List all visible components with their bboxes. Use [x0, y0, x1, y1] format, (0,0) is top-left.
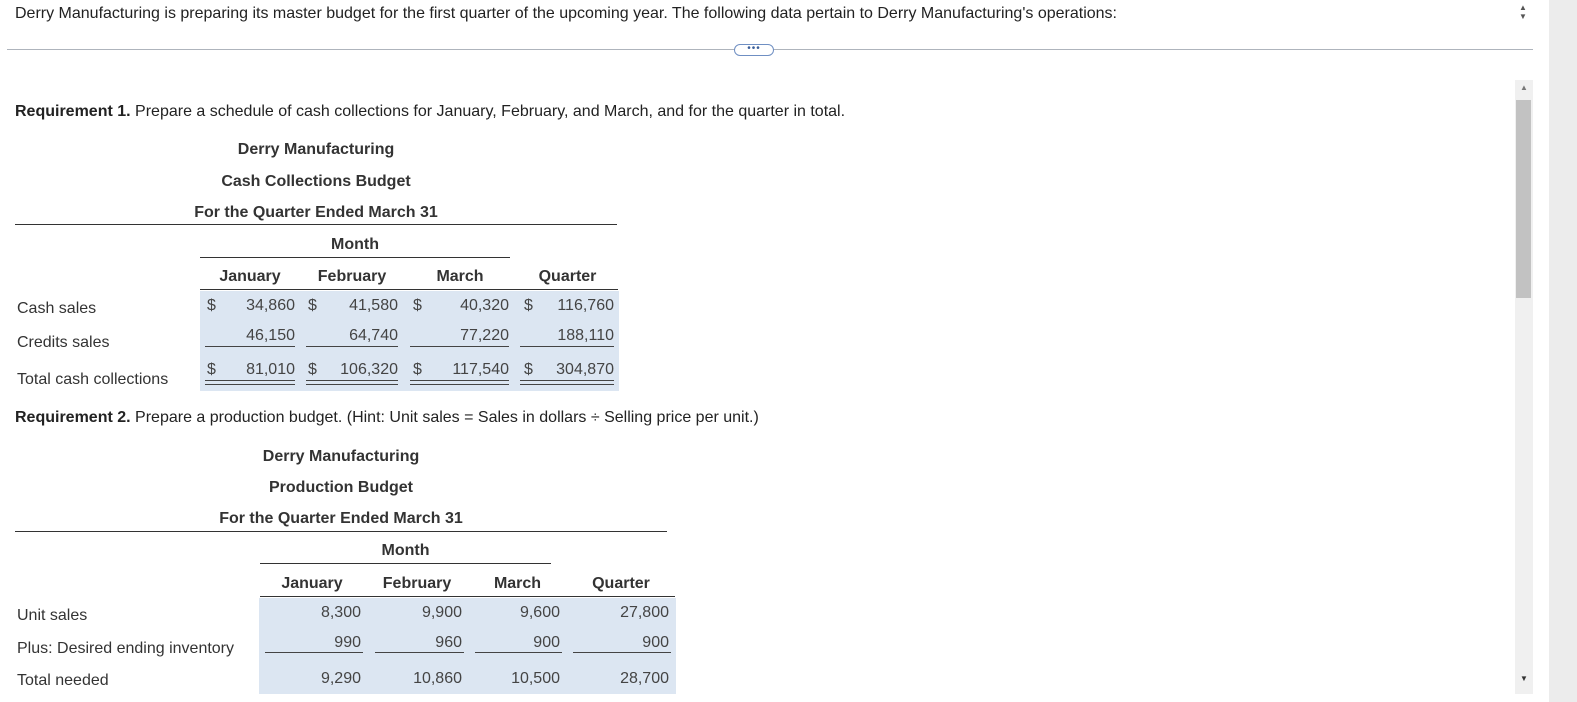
input-underline — [410, 346, 509, 347]
input-ending-inventory-february[interactable]: 960 — [435, 634, 462, 651]
cell-unit-sales-february: 9,900 — [421, 604, 462, 621]
cell-total-needed-march: 10,500 — [511, 670, 560, 687]
total-double-underline — [410, 380, 509, 385]
col-february-1: February — [317, 268, 387, 285]
row-label-total-needed: Total needed — [17, 672, 109, 689]
row-label-total-cash-collections: Total cash collections — [17, 371, 169, 388]
input-credit-sales-february[interactable]: 64,740 — [349, 327, 398, 344]
col-march-2: March — [493, 575, 542, 592]
col-rule-1 — [200, 289, 618, 290]
col-january-2: January — [281, 575, 343, 592]
input-credit-sales-january[interactable]: 46,150 — [246, 327, 295, 344]
cell-unit-sales-quarter: 27,800 — [620, 604, 669, 621]
cell-total-needed-february: 10,860 — [413, 670, 462, 687]
input-ending-inventory-march[interactable]: 900 — [533, 634, 560, 651]
requirement-1-instruction: Prepare a schedule of cash collections for January, February, and March, and for the quarter in total. — [130, 103, 846, 120]
input-underline — [375, 652, 464, 653]
currency-symbol: $ — [207, 297, 216, 314]
cell-cash-sales-february: 41,580 — [349, 297, 398, 314]
cell-total-march: 117,540 — [452, 361, 509, 378]
arrow-up-icon[interactable]: ▲ — [1520, 83, 1528, 92]
page-edge — [1549, 0, 1577, 702]
cell-total-needed-quarter: 28,700 — [620, 670, 669, 687]
col-february-2: February — [382, 575, 452, 592]
cell-total-january: 81,010 — [246, 361, 295, 378]
cell-total-february: 106,320 — [340, 361, 398, 378]
cell-total-needed-january: 9,290 — [320, 670, 361, 687]
month-header-2: Month — [381, 542, 430, 559]
budget-title-2: Production Budget — [269, 479, 413, 496]
col-quarter-1: Quarter — [538, 268, 597, 285]
cell-cash-sales-january: 34,860 — [246, 297, 295, 314]
col-january-1: January — [219, 268, 281, 285]
input-credit-sales-march[interactable]: 77,220 — [460, 327, 509, 344]
row-label-cash-sales: Cash sales — [17, 300, 97, 317]
spinner-icon[interactable]: ▲ ▼ — [1519, 3, 1527, 21]
row-label-unit-sales: Unit sales — [17, 607, 88, 624]
currency-symbol: $ — [308, 361, 317, 378]
intro-text: Derry Manufacturing is preparing its master budget for the first quarter of the upcoming year. The following data pertain to Derry Manufacturing's operations: — [15, 5, 1117, 22]
requirement-2-text — [15, 409, 759, 427]
requirement-1-label: Requirement 1. — [15, 103, 131, 120]
total-double-underline — [520, 380, 614, 385]
expand-button[interactable]: ••• — [734, 44, 774, 56]
requirement-2-instruction: Prepare a production budget. (Hint: Unit sales = Sales in dollars ÷ Selling price per unit.) — [130, 409, 759, 426]
input-underline — [265, 652, 363, 653]
input-underline — [475, 652, 562, 653]
total-double-underline — [205, 380, 295, 385]
month-header-1: Month — [331, 236, 379, 253]
scrollbar-thumb[interactable] — [1516, 100, 1531, 298]
input-ending-inventory-january[interactable]: 990 — [334, 634, 361, 651]
company-name-2: Derry Manufacturing — [262, 448, 420, 465]
currency-symbol: $ — [413, 361, 422, 378]
requirement-1-text — [15, 103, 845, 121]
input-ending-inventory-quarter[interactable]: 900 — [642, 634, 669, 651]
title-rule-1 — [15, 224, 617, 225]
month-rule-2 — [260, 563, 551, 564]
company-name-1: Derry Manufacturing — [237, 141, 395, 158]
requirement-2-label: Requirement 2. — [15, 409, 131, 426]
input-underline — [520, 346, 614, 347]
cell-cash-sales-march: 40,320 — [460, 297, 509, 314]
budget-period-2: For the Quarter Ended March 31 — [219, 510, 463, 527]
cell-total-quarter: 304,870 — [556, 361, 614, 378]
row-label-credit-sales: Credits sales — [17, 334, 110, 351]
col-march-1: March — [436, 268, 484, 285]
currency-symbol: $ — [524, 297, 533, 314]
arrow-down-icon[interactable]: ▼ — [1520, 674, 1528, 683]
budget-title-1: Cash Collections Budget — [221, 173, 411, 190]
currency-symbol: $ — [524, 361, 533, 378]
col-quarter-2: Quarter — [592, 575, 650, 592]
input-underline — [306, 346, 398, 347]
cell-unit-sales-january: 8,300 — [320, 604, 361, 621]
input-credit-sales-quarter[interactable]: 188,110 — [557, 327, 614, 344]
total-double-underline — [306, 380, 398, 385]
currency-symbol: $ — [308, 297, 317, 314]
col-rule-2 — [260, 596, 675, 597]
input-underline — [205, 346, 295, 347]
month-rule-1 — [200, 257, 510, 258]
title-rule-2 — [15, 531, 667, 532]
cell-cash-sales-quarter: 116,760 — [557, 297, 614, 314]
budget-period-1: For the Quarter Ended March 31 — [194, 204, 438, 221]
input-underline — [573, 652, 671, 653]
row-label-desired-ending-inventory: Plus: Desired ending inventory — [17, 640, 235, 657]
currency-symbol: $ — [413, 297, 422, 314]
cell-unit-sales-march: 9,600 — [519, 604, 560, 621]
currency-symbol: $ — [207, 361, 216, 378]
